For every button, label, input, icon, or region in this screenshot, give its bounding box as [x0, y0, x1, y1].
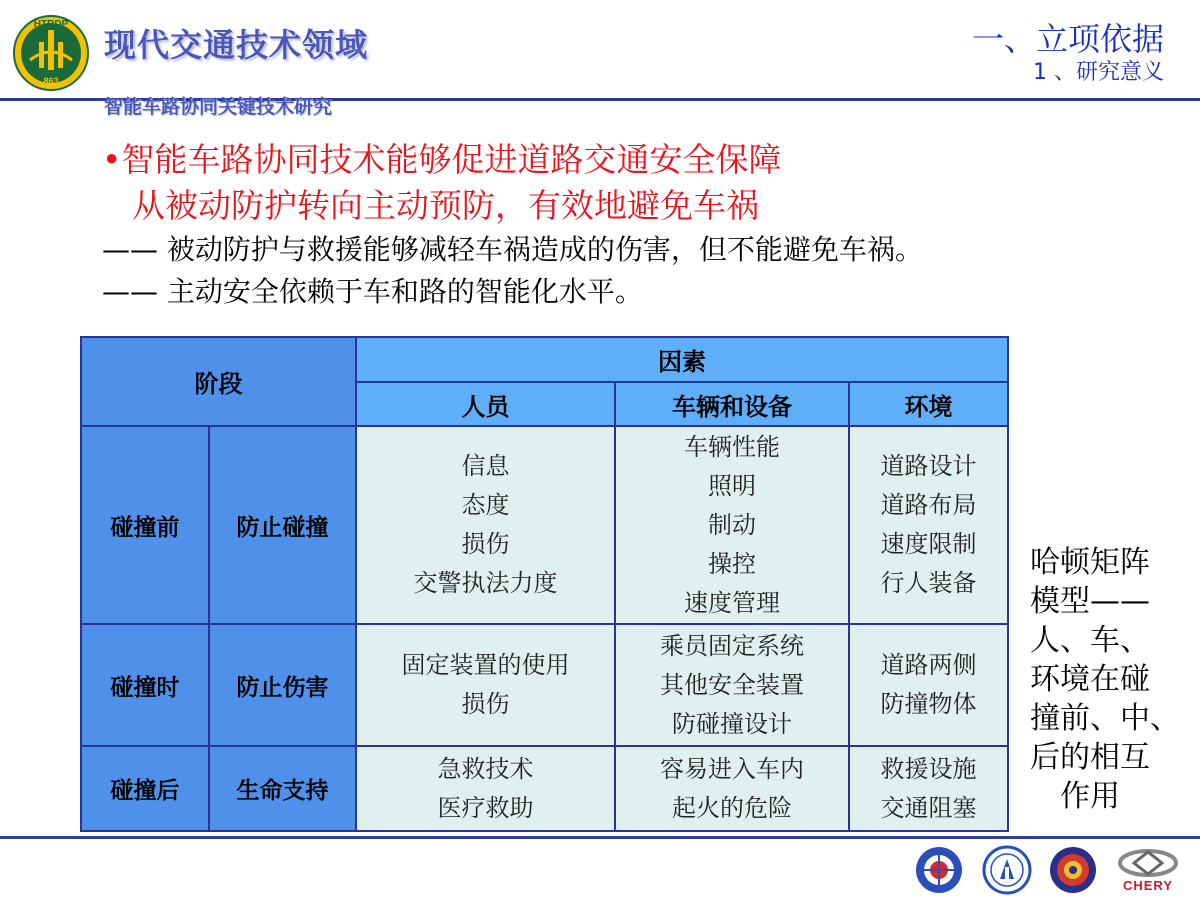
stage-label: 碰撞后 [81, 746, 209, 831]
people-factors: 固定装置的使用 损伤 [356, 624, 615, 746]
col-header-people: 人员 [356, 382, 615, 426]
environment-factors: 道路设计 道路布局 速度限制 行人装备 [849, 426, 1008, 624]
university-seal-icon [980, 845, 1035, 895]
explanation-line-1: —— 被动防护与救援能够减轻车祸造成的伤害，但不能避免车祸。 [102, 233, 923, 266]
bottom-divider [0, 836, 1200, 839]
phase-header: 阶段 [81, 337, 356, 426]
chery-wordmark: CHERY [1122, 878, 1174, 893]
cas-emblem-icon [912, 845, 967, 895]
section-title: 一、立项依据 [971, 20, 1164, 58]
people-factors: 信息 态度 损伤 交警执法力度 [356, 426, 615, 624]
table-row [81, 746, 1008, 831]
haddon-matrix-note: 哈顿矩阵 模型—— 人、车、 环境在碰 撞前、中、 后的相互 作用 [1030, 545, 1180, 814]
col-header-environment: 环境 [849, 382, 1008, 426]
key-point-line-1: •智能车路协同技术能够促进道路交通安全保障 [102, 140, 782, 179]
chery-emblem-icon [1112, 848, 1184, 878]
vehicle-factors: 车辆性能 照明 制动 操控 速度管理 [615, 426, 849, 624]
table-row [81, 624, 1008, 746]
vehicle-factors: 乘员固定系统 其他安全装置 防碰撞设计 [615, 624, 849, 746]
people-factors: 急救技术 医疗救助 [356, 746, 615, 831]
table-row [81, 426, 1008, 624]
environment-factors: 救援设施 交通阻塞 [849, 746, 1008, 831]
stage-label: 碰撞前 [81, 426, 209, 624]
goal-label: 防止碰撞 [209, 426, 356, 624]
key-point-line-2: 从被动防护转向主动预防，有效地避免车祸 [132, 186, 759, 225]
goal-label: 生命支持 [209, 746, 356, 831]
institute-seal-icon [1046, 845, 1101, 895]
svg-text:863: 863 [43, 76, 59, 86]
stage-label: 碰撞时 [81, 624, 209, 746]
header-title: 现代交通技术领域 [104, 26, 369, 64]
vehicle-factors: 容易进入车内 起火的危险 [615, 746, 849, 831]
factor-header: 因素 [356, 337, 1008, 382]
col-header-vehicle: 车辆和设备 [615, 382, 849, 426]
environment-factors: 道路两侧 防撞物体 [849, 624, 1008, 746]
explanation-line-2: —— 主动安全依赖于车和路的智能化水平。 [102, 275, 643, 308]
htrdp-logo [12, 14, 90, 92]
chery-logo [1112, 848, 1184, 896]
haddon-matrix-table [80, 336, 1009, 832]
svg-text:HTRDP: HTRDP [33, 19, 69, 30]
section-subtitle: 1 、研究意义 [1033, 60, 1164, 85]
project-subtitle: 智能车路协同关键技术研究 [104, 96, 333, 118]
goal-label: 防止伤害 [209, 624, 356, 746]
